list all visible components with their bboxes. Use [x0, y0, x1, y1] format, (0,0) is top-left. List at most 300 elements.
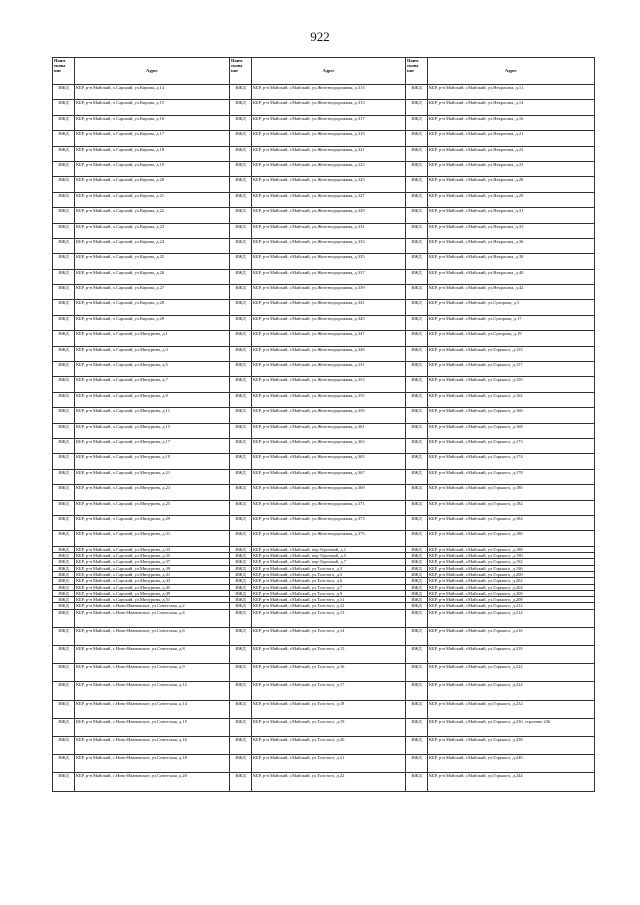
cell-address-col3: КБР, р-н Майский, г.Майский, ул.Горького, д.168: [428, 423, 595, 438]
cell-address-col3: КБР, р-н Майский, г.Майский, ул.Горького, д.155: [428, 346, 595, 361]
cell-address-col1: КБР, р-н Майский, х.Сарский, ул.Мичурина, д.23: [75, 485, 230, 500]
cell-address-col1: КБР, р-н Майский, х.Сарский, ул.Кирова, д.23: [75, 223, 230, 238]
cell-type-col1: ИЖД: [53, 438, 75, 453]
cell-type-col3: ИЖД: [406, 315, 428, 330]
cell-address-col1: КБР, р-н Майский, с.Ново-Ивановское, ул.Советская, д.20: [75, 773, 230, 791]
cell-type-col3: ИЖД: [406, 578, 428, 584]
cell-address-col3: КБР, р-н Майский, г.Майский, ул.Горького, д.212: [428, 603, 595, 609]
cell-type-col3: ИЖД: [406, 177, 428, 192]
cell-address-col3: КБР, р-н Майский, г.Майский, ул.Горького, д.224: [428, 682, 595, 700]
cell-address-col3: КБР, р-н Майский, г.Майский, ул.Горького, д.188: [428, 546, 595, 552]
cell-type-col2: ИЖД: [230, 85, 252, 100]
cell-type-col1: ИЖД: [53, 346, 75, 361]
table-row: [53, 146, 595, 161]
cell-type-col1: ИЖД: [53, 238, 75, 253]
cell-address-col3: КБР, р-н Майский, г.Майский, ул.Некрасова, д.11: [428, 85, 595, 100]
cell-address-col1: КБР, р-н Майский, х.Сарский, ул.Кирова, д.17: [75, 131, 230, 146]
cell-address-col3: КБР, р-н Майский, г.Майский, ул.Некрасова, д.29: [428, 192, 595, 207]
table-row: [53, 755, 595, 773]
cell-type-col2: ИЖД: [230, 100, 252, 115]
address-table: [52, 57, 595, 792]
cell-type-col3: ИЖД: [406, 559, 428, 565]
cell-address-col2: КБР, р-н Майский, г.Майский, ул.Толстого, д.15: [252, 646, 406, 664]
cell-address-col3: КБР, р-н Майский, г.Майский, ул.Горького, д.184: [428, 515, 595, 530]
cell-type-col3: ИЖД: [406, 331, 428, 346]
cell-address-col3: КБР, р-н Майский, г.Майский, ул.Горького, д.214: [428, 609, 595, 627]
cell-type-col1: ИЖД: [53, 331, 75, 346]
cell-type-col3: ИЖД: [406, 718, 428, 736]
cell-address-col3: КБР, р-н Майский, г.Майский, ул.Горького, д.232: [428, 700, 595, 718]
table-row: [53, 254, 595, 269]
cell-type-col2: ИЖД: [230, 161, 252, 176]
cell-type-col3: ИЖД: [406, 485, 428, 500]
cell-type-col1: ИЖД: [53, 500, 75, 515]
cell-type-col1: ИЖД: [53, 100, 75, 115]
cell-type-col3: ИЖД: [406, 664, 428, 682]
table-row: [53, 177, 595, 192]
cell-type-col1: ИЖД: [53, 392, 75, 407]
table-row: [53, 737, 595, 755]
table-row: [53, 362, 595, 377]
cell-address-col3: КБР, р-н Майский, г.Майский, ул.Суворова, д.3: [428, 300, 595, 315]
cell-type-col1: ИЖД: [53, 485, 75, 500]
cell-type-col1: ИЖД: [53, 700, 75, 718]
cell-address-col1: КБР, р-н Майский, с.Ново-Ивановское, ул.Советская, д.6: [75, 627, 230, 645]
cell-type-col1: ИЖД: [53, 664, 75, 682]
table-row: [53, 285, 595, 300]
cell-address-col1: КБР, р-н Майский, с.Ново-Ивановское, ул.Советская, д.4: [75, 609, 230, 627]
cell-address-col3: КБР, р-н Майский, г.Майский, ул.Горького, д.238: [428, 737, 595, 755]
cell-address-col3: КБР, р-н Майский, г.Майский, ул.Горького, д.178: [428, 469, 595, 484]
table-row: [53, 346, 595, 361]
cell-address-col1: КБР, р-н Майский, х.Сарский, ул.Мичурина, д.5: [75, 362, 230, 377]
cell-address-col3: КБР, р-н Майский, г.Майский, ул.Горького, д.200: [428, 571, 595, 577]
table-row: [53, 565, 595, 571]
cell-type-col2: ИЖД: [230, 146, 252, 161]
cell-address-col2: КБР, р-н Майский, г.Майский, ул.Железнодорожная, д.317: [252, 115, 406, 130]
cell-address-col2: КБР, р-н Майский, г.Майский, ул.Железнодорожная, д.361: [252, 423, 406, 438]
cell-type-col2: ИЖД: [230, 627, 252, 645]
cell-type-col1: ИЖД: [53, 192, 75, 207]
cell-type-col1: ИЖД: [53, 565, 75, 571]
cell-address-col1: КБР, р-н Майский, с.Ново-Ивановское, ул.Советская, д.12: [75, 682, 230, 700]
cell-type-col3: ИЖД: [406, 423, 428, 438]
table-row: [53, 269, 595, 284]
cell-type-col1: ИЖД: [53, 559, 75, 565]
cell-type-col2: ИЖД: [230, 531, 252, 546]
cell-address-col3: КБР, р-н Майский, г.Майский, ул.Горького, д.208: [428, 597, 595, 603]
cell-address-col2: КБР, р-н Майский, г.Майский, ул.Толстого, д.12: [252, 603, 406, 609]
table-row: [53, 546, 595, 552]
cell-address-col2: КБР, р-н Майский, г.Майский, ул.Железнодорожная, д.373: [252, 515, 406, 530]
cell-address-col3: КБР, р-н Майский, г.Майский, ул.Суворова, д.19: [428, 331, 595, 346]
cell-address-col2: КБР, р-н Майский, г.Майский, ул.Толстого, д.19: [252, 718, 406, 736]
cell-type-col2: ИЖД: [230, 269, 252, 284]
cell-address-col1: КБР, р-н Майский, х.Сарский, ул.Мичурина, д.7: [75, 377, 230, 392]
cell-type-col2: ИЖД: [230, 755, 252, 773]
cell-type-col3: ИЖД: [406, 565, 428, 571]
cell-address-col3: КБР, р-н Майский, г.Майский, ул.Горького, д.222: [428, 664, 595, 682]
cell-type-col2: ИЖД: [230, 454, 252, 469]
cell-address-col3: КБР, р-н Майский, г.Майский, ул.Горького, д.196: [428, 565, 595, 571]
cell-type-col3: ИЖД: [406, 454, 428, 469]
cell-address-col2: КБР, р-н Майский, г.Майский, ул.Железнодорожная, д.349: [252, 346, 406, 361]
cell-address-col1: КБР, р-н Майский, с.Ново-Ивановское, ул.Советская, д.18: [75, 755, 230, 773]
cell-type-col3: ИЖД: [406, 531, 428, 546]
header-address-2: Адрес: [252, 58, 406, 85]
cell-address-col1: КБР, р-н Майский, х.Сарский, ул.Кирова, д.16: [75, 115, 230, 130]
cell-address-col3: КБР, р-н Майский, г.Майский, ул.Некрасова, д.21: [428, 131, 595, 146]
cell-type-col3: ИЖД: [406, 85, 428, 100]
cell-type-col3: ИЖД: [406, 285, 428, 300]
cell-address-col3: КБР, р-н Майский, г.Майский, ул.Некрасова, д.42: [428, 285, 595, 300]
cell-address-col3: КБР, р-н Майский, г.Майский, ул.Некрасова, д.40: [428, 269, 595, 284]
cell-address-col2: КБР, р-н Майский, г.Майский, ул.Железнодорожная, д.355: [252, 392, 406, 407]
cell-type-col3: ИЖД: [406, 223, 428, 238]
cell-address-col2: КБР, р-н Майский, г.Майский, ул.Толстого, д.18: [252, 700, 406, 718]
cell-type-col3: ИЖД: [406, 438, 428, 453]
cell-type-col1: ИЖД: [53, 146, 75, 161]
cell-type-col1: ИЖД: [53, 85, 75, 100]
cell-type-col1: ИЖД: [53, 269, 75, 284]
cell-type-col2: ИЖД: [230, 485, 252, 500]
cell-address-col1: КБР, р-н Майский, х.Сарский, ул.Мичурина, д.9: [75, 392, 230, 407]
cell-address-col1: КБР, р-н Майский, х.Сарский, ул.Кирова, д.19: [75, 161, 230, 176]
cell-type-col3: ИЖД: [406, 682, 428, 700]
cell-type-col3: ИЖД: [406, 546, 428, 552]
cell-type-col2: ИЖД: [230, 438, 252, 453]
cell-address-col3: КБР, р-н Майский, г.Майский, ул.Суворова, д.17: [428, 315, 595, 330]
cell-address-col2: КБР, р-н Майский, г.Майский, ул.Толстого, д.3: [252, 565, 406, 571]
cell-address-col2: КБР, р-н Майский, г.Майский, ул.Толстого, д.20: [252, 737, 406, 755]
table-row: [53, 578, 595, 584]
cell-address-col2: КБР, р-н Майский, г.Майский, ул.Толстого, д.14: [252, 627, 406, 645]
cell-type-col3: ИЖД: [406, 300, 428, 315]
cell-address-col3: КБР, р-н Майский, г.Майский, ул.Горького, д.174: [428, 454, 595, 469]
cell-type-col1: ИЖД: [53, 408, 75, 423]
cell-address-col2: КБР, р-н Майский, г.Майский, ул.Железнодорожная, д.371: [252, 500, 406, 515]
cell-type-col1: ИЖД: [53, 362, 75, 377]
cell-address-col3: КБР, р-н Майский, г.Майский, ул.Горького, д.186: [428, 531, 595, 546]
table-row: [53, 500, 595, 515]
cell-address-col3: КБР, р-н Майский, г.Майский, ул.Горького, д.206: [428, 590, 595, 596]
table-row: [53, 485, 595, 500]
cell-type-col1: ИЖД: [53, 571, 75, 577]
cell-address-col2: КБР, р-н Майский, г.Майский, ул.Толстого, д.6: [252, 578, 406, 584]
cell-address-col2: КБР, р-н Майский, г.Майский, ул.Железнодорожная, д.325: [252, 177, 406, 192]
cell-type-col1: ИЖД: [53, 315, 75, 330]
cell-address-col1: КБР, р-н Майский, х.Сарский, ул.Мичурина, д.41: [75, 571, 230, 577]
cell-address-col3: КБР, р-н Майский, г.Майский, ул.Горького, д.162: [428, 392, 595, 407]
cell-address-col3: КБР, р-н Майский, г.Майский, ул.Некрасова, д.16: [428, 115, 595, 130]
cell-address-col2: КБР, р-н Майский, г.Майский, ул.Толстого, д.16: [252, 664, 406, 682]
cell-type-col2: ИЖД: [230, 700, 252, 718]
cell-address-col1: КБР, р-н Майский, х.Сарский, ул.Мичурина, д.37: [75, 559, 230, 565]
cell-address-col3: КБР, р-н Майский, г.Майский, ул.Горького, д.182: [428, 500, 595, 515]
cell-address-col1: КБР, р-н Майский, х.Сарский, ул.Мичурина, д.1: [75, 331, 230, 346]
cell-type-col2: ИЖД: [230, 609, 252, 627]
cell-type-col1: ИЖД: [53, 254, 75, 269]
cell-type-col1: ИЖД: [53, 578, 75, 584]
cell-type-col3: ИЖД: [406, 161, 428, 176]
table-row: [53, 100, 595, 115]
table-row: [53, 590, 595, 596]
cell-type-col2: ИЖД: [230, 559, 252, 565]
cell-address-col2: КБР, р-н Майский, г.Майский, ул.Железнодорожная, д.321: [252, 146, 406, 161]
table-row: [53, 603, 595, 609]
cell-address-col1: КБР, р-н Майский, х.Сарский, ул.Мичурина, д.15: [75, 423, 230, 438]
cell-type-col3: ИЖД: [406, 609, 428, 627]
cell-type-col3: ИЖД: [406, 254, 428, 269]
cell-type-col3: ИЖД: [406, 553, 428, 559]
cell-type-col2: ИЖД: [230, 208, 252, 223]
cell-type-col1: ИЖД: [53, 131, 75, 146]
table-row: [53, 584, 595, 590]
cell-address-col2: КБР, р-н Майский, г.Майский, ул.Железнодорожная, д.331: [252, 223, 406, 238]
cell-address-col1: КБР, р-н Майский, с.Ново-Ивановское, ул.Советская, д.8: [75, 646, 230, 664]
cell-type-col2: ИЖД: [230, 346, 252, 361]
cell-address-col3: КБР, р-н Майский, г.Майский, ул.Некрасова, д.31: [428, 208, 595, 223]
cell-address-col3: КБР, р-н Майский, г.Майский, ул.Некрасова, д.14: [428, 100, 595, 115]
cell-type-col2: ИЖД: [230, 223, 252, 238]
cell-address-col3: КБР, р-н Майский, г.Майский, ул.Горького, д.159: [428, 377, 595, 392]
cell-type-col2: ИЖД: [230, 315, 252, 330]
cell-type-col2: ИЖД: [230, 192, 252, 207]
cell-type-col2: ИЖД: [230, 254, 252, 269]
cell-type-col3: ИЖД: [406, 646, 428, 664]
table-row: [53, 408, 595, 423]
cell-address-col3: КБР, р-н Майский, г.Майский, ул.Горького, д.180: [428, 485, 595, 500]
cell-type-col2: ИЖД: [230, 238, 252, 253]
cell-address-col3: КБР, р-н Майский, г.Майский, ул.Горького, д.218: [428, 646, 595, 664]
table-row: [53, 627, 595, 645]
cell-type-col2: ИЖД: [230, 773, 252, 791]
cell-address-col1: КБР, р-н Майский, х.Сарский, ул.Кирова, д.21: [75, 192, 230, 207]
cell-type-col1: ИЖД: [53, 423, 75, 438]
cell-type-col3: ИЖД: [406, 192, 428, 207]
cell-address-col3: КБР, р-н Майский, г.Майский, ул.Горького, д.166: [428, 408, 595, 423]
cell-address-col3: КБР, р-н Майский, г.Майский, ул.Некрасова, д.36: [428, 238, 595, 253]
cell-address-col1: КБР, р-н Майский, х.Сарский, ул.Мичурина, д.21: [75, 469, 230, 484]
cell-type-col3: ИЖД: [406, 392, 428, 407]
cell-type-col2: ИЖД: [230, 408, 252, 423]
table-row: [53, 718, 595, 736]
cell-address-col2: КБР, р-н Майский, г.Майский, ул.Железнодорожная, д.329: [252, 208, 406, 223]
cell-address-col2: КБР, р-н Майский, г.Майский, ул.Железнодорожная, д.345: [252, 315, 406, 330]
cell-address-col2: КБР, р-н Майский, г.Майский, ул.Толстого, д.7: [252, 584, 406, 590]
cell-type-col2: ИЖД: [230, 565, 252, 571]
cell-address-col2: КБР, р-н Майский, г.Майский, ул.Железнодорожная, д.351: [252, 362, 406, 377]
cell-type-col3: ИЖД: [406, 362, 428, 377]
cell-type-col1: ИЖД: [53, 773, 75, 791]
table-row: [53, 438, 595, 453]
cell-address-col2: КБР, р-н Майский, г.Майский, ул.Железнодорожная, д.367: [252, 469, 406, 484]
table-row: [53, 646, 595, 664]
table-row: [53, 454, 595, 469]
cell-address-col2: КБР, р-н Майский, г.Майский, ул.Железнодорожная, д.313: [252, 85, 406, 100]
table-row: [53, 682, 595, 700]
cell-address-col1: КБР, р-н Майский, х.Сарский, ул.Мичурина, д.35: [75, 553, 230, 559]
cell-address-col1: КБР, р-н Майский, х.Сарский, ул.Мичурина, д.51: [75, 597, 230, 603]
cell-type-col3: ИЖД: [406, 597, 428, 603]
cell-type-col1: ИЖД: [53, 553, 75, 559]
cell-address-col1: КБР, р-н Майский, х.Сарский, ул.Мичурина, д.33: [75, 546, 230, 552]
cell-address-col3: КБР, р-н Майский, г.Майский, ул.Горького, д.173: [428, 438, 595, 453]
table-row: [53, 571, 595, 577]
cell-type-col1: ИЖД: [53, 584, 75, 590]
cell-address-col1: КБР, р-н Майский, с.Ново-Ивановское, ул.Советская, д.16: [75, 737, 230, 755]
cell-type-col1: ИЖД: [53, 597, 75, 603]
cell-type-col1: ИЖД: [53, 531, 75, 546]
cell-type-col3: ИЖД: [406, 627, 428, 645]
cell-address-col2: КБР, р-н Майский, г.Майский, ул.Железнодорожная, д.365: [252, 454, 406, 469]
table-row: [53, 700, 595, 718]
header-name-2: Наим енова ние: [230, 58, 252, 85]
cell-type-col2: ИЖД: [230, 331, 252, 346]
cell-type-col1: ИЖД: [53, 208, 75, 223]
cell-type-col3: ИЖД: [406, 469, 428, 484]
cell-address-col3: КБР, р-н Майский, г.Майский, ул.Горького, д.240: [428, 755, 595, 773]
cell-type-col1: ИЖД: [53, 223, 75, 238]
cell-address-col3: КБР, р-н Майский, г.Майский, ул.Некрасова, д.28: [428, 177, 595, 192]
cell-type-col3: ИЖД: [406, 208, 428, 223]
cell-type-col3: ИЖД: [406, 590, 428, 596]
cell-type-col2: ИЖД: [230, 515, 252, 530]
cell-type-col1: ИЖД: [53, 627, 75, 645]
cell-address-col2: КБР, р-н Майский, г.Майский, пер.Торговый, д.1: [252, 546, 406, 552]
cell-type-col2: ИЖД: [230, 362, 252, 377]
cell-address-col2: КБР, р-н Майский, г.Майский, пер.Торговый, д.5: [252, 553, 406, 559]
table-row: [53, 597, 595, 603]
cell-type-col3: ИЖД: [406, 377, 428, 392]
table-row: [53, 300, 595, 315]
table-row: [53, 392, 595, 407]
cell-type-col1: ИЖД: [53, 115, 75, 130]
cell-address-col2: КБР, р-н Майский, г.Майский, ул.Толстого, д.21: [252, 755, 406, 773]
cell-type-col2: ИЖД: [230, 597, 252, 603]
cell-type-col1: ИЖД: [53, 300, 75, 315]
cell-type-col3: ИЖД: [406, 238, 428, 253]
cell-type-col3: ИЖД: [406, 515, 428, 530]
cell-type-col2: ИЖД: [230, 392, 252, 407]
cell-address-col2: КБР, р-н Майский, г.Майский, ул.Железнодорожная, д.341: [252, 300, 406, 315]
cell-address-col2: КБР, р-н Майский, г.Майский, ул.Железнодорожная, д.353: [252, 377, 406, 392]
cell-address-col3: КБР, р-н Майский, г.Майский, ул.Некрасова, д.23: [428, 161, 595, 176]
cell-address-col2: КБР, р-н Майский, г.Майский, ул.Толстого, д.9: [252, 590, 406, 596]
cell-address-col1: КБР, р-н Майский, х.Сарский, ул.Кирова, д.25: [75, 254, 230, 269]
cell-address-col2: КБР, р-н Майский, г.Майский, пер.Торговый, д.7: [252, 559, 406, 565]
header-name-1: Наим енова ние: [53, 58, 75, 85]
cell-address-col2: КБР, р-н Майский, г.Майский, ул.Железнодорожная, д.359: [252, 408, 406, 423]
cell-type-col2: ИЖД: [230, 115, 252, 130]
cell-address-col3: КБР, р-н Майский, г.Майский, ул.Горького, д.190: [428, 553, 595, 559]
page-number: 922: [310, 29, 330, 44]
cell-type-col2: ИЖД: [230, 584, 252, 590]
cell-address-col2: КБР, р-н Майский, г.Майский, ул.Железнодорожная, д.315: [252, 100, 406, 115]
cell-type-col1: ИЖД: [53, 177, 75, 192]
table-row: [53, 331, 595, 346]
cell-type-col2: ИЖД: [230, 682, 252, 700]
cell-type-col2: ИЖД: [230, 737, 252, 755]
cell-address-col2: КБР, р-н Майский, г.Майский, ул.Толстого, д.22: [252, 773, 406, 791]
cell-type-col3: ИЖД: [406, 755, 428, 773]
cell-type-col2: ИЖД: [230, 423, 252, 438]
table-row: [53, 161, 595, 176]
cell-address-col1: КБР, р-н Майский, х.Сарский, ул.Кирова, д.29: [75, 315, 230, 330]
table-row: [53, 223, 595, 238]
table-row: [53, 553, 595, 559]
cell-type-col3: ИЖД: [406, 115, 428, 130]
cell-address-col3: КБР, р-н Майский, г.Майский, ул.Некрасова, д.38: [428, 254, 595, 269]
cell-address-col1: КБР, р-н Майский, х.Сарский, ул.Кирова, д.26: [75, 269, 230, 284]
cell-type-col1: ИЖД: [53, 546, 75, 552]
cell-address-col1: КБР, р-н Майский, х.Сарский, ул.Мичурина, д.39: [75, 565, 230, 571]
cell-type-col3: ИЖД: [406, 603, 428, 609]
table-body: [53, 85, 595, 792]
cell-address-col3: КБР, р-н Майский, г.Майский, ул.Горького, д.236, строение 236: [428, 718, 595, 736]
cell-type-col3: ИЖД: [406, 146, 428, 161]
cell-address-col1: КБР, р-н Майский, х.Сарский, ул.Кирова, д.15: [75, 100, 230, 115]
cell-type-col1: ИЖД: [53, 285, 75, 300]
cell-address-col3: КБР, р-н Майский, г.Майский, ул.Горького, д.216: [428, 627, 595, 645]
cell-type-col2: ИЖД: [230, 500, 252, 515]
table-row: [53, 559, 595, 565]
header-name-3: Наим енова ние: [406, 58, 428, 85]
cell-address-col1: КБР, р-н Майский, с.Ново-Ивановское, ул.Советская, д.9: [75, 664, 230, 682]
cell-address-col1: КБР, р-н Майский, х.Сарский, ул.Кирова, д.18: [75, 146, 230, 161]
cell-address-col3: КБР, р-н Майский, г.Майский, ул.Некрасова, д.22: [428, 146, 595, 161]
cell-type-col2: ИЖД: [230, 664, 252, 682]
cell-address-col2: КБР, р-н Майский, г.Майский, ул.Железнодорожная, д.375: [252, 531, 406, 546]
cell-type-col1: ИЖД: [53, 718, 75, 736]
cell-type-col2: ИЖД: [230, 590, 252, 596]
cell-type-col1: ИЖД: [53, 646, 75, 664]
cell-type-col1: ИЖД: [53, 454, 75, 469]
cell-type-col3: ИЖД: [406, 584, 428, 590]
header-address-3: Адрес: [428, 58, 595, 85]
table-row: [53, 377, 595, 392]
cell-address-col2: КБР, р-н Майский, г.Майский, ул.Железнодорожная, д.347: [252, 331, 406, 346]
cell-address-col2: КБР, р-н Майский, г.Майский, ул.Толстого, д.5: [252, 571, 406, 577]
cell-address-col3: КБР, р-н Майский, г.Майский, ул.Горького, д.157: [428, 362, 595, 377]
cell-type-col2: ИЖД: [230, 377, 252, 392]
cell-address-col3: КБР, р-н Майский, г.Майский, ул.Горького, д.202: [428, 578, 595, 584]
cell-address-col1: КБР, р-н Майский, с.Ново-Ивановское, ул.Советская, д.14: [75, 700, 230, 718]
cell-address-col1: КБР, р-н Майский, х.Сарский, ул.Кирова, д.20: [75, 177, 230, 192]
header-address-1: Адрес: [75, 58, 230, 85]
cell-address-col1: КБР, р-н Майский, х.Сарский, ул.Мичурина, д.25: [75, 500, 230, 515]
cell-type-col2: ИЖД: [230, 553, 252, 559]
cell-address-col2: КБР, р-н Майский, г.Майский, ул.Железнодорожная, д.323: [252, 161, 406, 176]
table-row: [53, 208, 595, 223]
table-row: [53, 131, 595, 146]
cell-type-col3: ИЖД: [406, 269, 428, 284]
cell-address-col3: КБР, р-н Майский, г.Майский, ул.Горького, д.204: [428, 584, 595, 590]
cell-address-col2: КБР, р-н Майский, г.Майский, ул.Железнодорожная, д.369: [252, 485, 406, 500]
cell-type-col3: ИЖД: [406, 773, 428, 791]
cell-type-col1: ИЖД: [53, 590, 75, 596]
cell-address-col1: КБР, р-н Майский, х.Сарский, ул.Мичурина, д.11: [75, 408, 230, 423]
cell-address-col2: КБР, р-н Майский, г.Майский, ул.Толстого, д.11: [252, 597, 406, 603]
cell-type-col1: ИЖД: [53, 755, 75, 773]
cell-type-col3: ИЖД: [406, 737, 428, 755]
cell-type-col1: ИЖД: [53, 737, 75, 755]
cell-type-col2: ИЖД: [230, 603, 252, 609]
cell-address-col1: КБР, р-н Майский, с.Ново-Ивановское, ул.Советская, д.2: [75, 603, 230, 609]
table-row: [53, 469, 595, 484]
cell-type-col1: ИЖД: [53, 515, 75, 530]
cell-address-col2: КБР, р-н Майский, г.Майский, ул.Толстого, д.17: [252, 682, 406, 700]
